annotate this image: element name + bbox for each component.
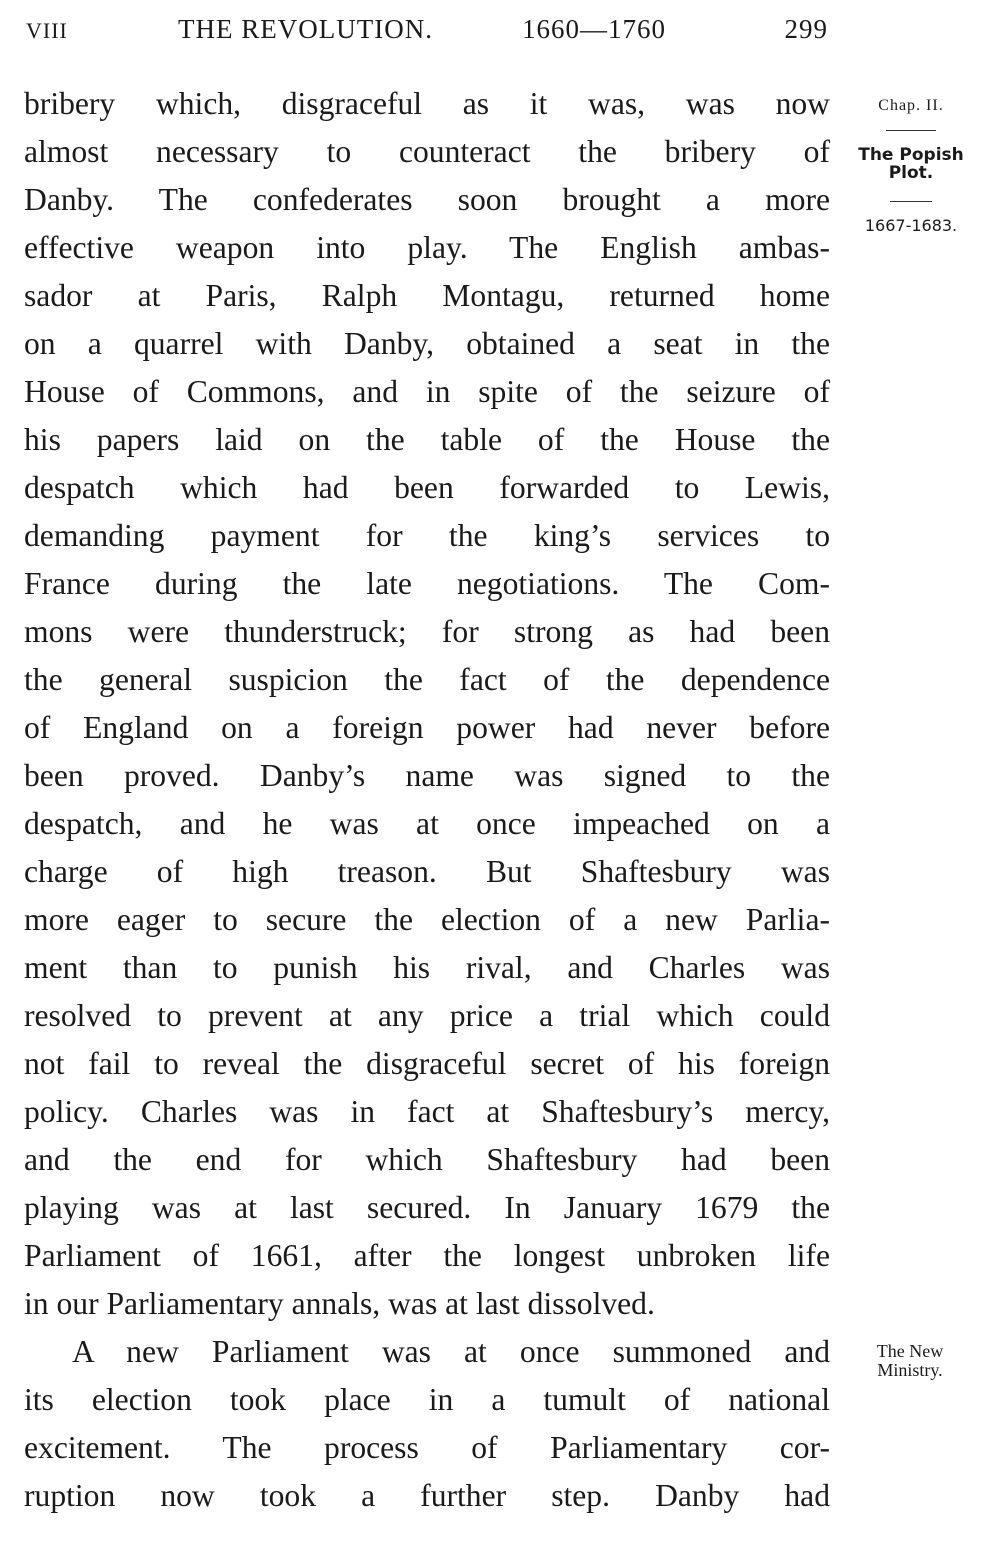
running-header (26, 14, 836, 54)
text-line: sador at Paris, Ralph Montagu, returned home (24, 278, 830, 313)
page-number: 299 (784, 14, 828, 44)
text-line: France during the late negotiations. The Com- (24, 566, 830, 601)
text-line: mons were thunderstruck; for strong as had been (24, 614, 830, 649)
text-line: almost necessary to counteract the bribery of (24, 134, 830, 169)
header-title: THE REVOLUTION. (178, 14, 433, 44)
text-line: the general suspicion the fact of the dependence (24, 662, 830, 697)
text-line: A new Parliament was at once summoned and (72, 1334, 830, 1369)
text-line: House of Commons, and in spite of the seizure of (24, 374, 830, 409)
text-line: ruption now took a further step. Danby had (24, 1478, 830, 1513)
text-line: bribery which, disgraceful as it was, was now (24, 86, 830, 121)
text-line: policy. Charles was in fact at Shaftesbury’s mercy, (24, 1094, 830, 1129)
text-line: in our Parliamentary annals, was at last dissolved. (24, 1286, 655, 1321)
paragraph-1 (24, 80, 830, 1328)
text-line: demanding payment for the king’s services to (24, 518, 830, 553)
margin-date-range: 1667-1683. (864, 216, 958, 235)
text-line: charge of high treason. But Shaftesbury was (24, 854, 830, 889)
text-line: Parliament of 1661, after the longest unbroken life (24, 1238, 830, 1273)
text-line: excitement. The process of Parliamentary cor- (24, 1430, 830, 1465)
header-chapter-number: VIII (26, 18, 68, 43)
text-line: despatch which had been forwarded to Lewis, (24, 470, 830, 505)
text-line: been proved. Danby’s name was signed to the (24, 758, 830, 793)
margin-rule (886, 130, 936, 131)
text-line: more eager to secure the election of a new Parlia- (24, 902, 830, 937)
margin-topic-label: The Popish Plot. (858, 145, 964, 183)
text-line: not fail to reveal the disgraceful secret of his foreign (24, 1046, 830, 1081)
margin-section-label: The New Ministry. (876, 1341, 944, 1380)
main-text (24, 80, 830, 1520)
text-line: despatch, and he was at once impeached on a (24, 806, 830, 841)
text-line: and the end for which Shaftesbury had been (24, 1142, 830, 1177)
text-line: playing was at last secured. In January 1679 the (24, 1190, 830, 1225)
paragraph-2 (24, 1328, 830, 1520)
text-line: Danby. The confederates soon brought a more (24, 182, 830, 217)
header-years: 1660—1760 (522, 14, 666, 44)
text-line: resolved to prevent at any price a trial which could (24, 998, 830, 1033)
text-line: of England on a foreign power had never before (24, 710, 830, 745)
text-line: its election took place in a tumult of national (24, 1382, 830, 1417)
text-line: effective weapon into play. The English ambas- (24, 230, 830, 265)
text-line: ment than to punish his rival, and Charles was (24, 950, 830, 985)
text-line: on a quarrel with Danby, obtained a seat in the (24, 326, 830, 361)
margin-rule (890, 201, 932, 202)
text-line: his papers laid on the table of the House the (24, 422, 830, 457)
margin-chapter-label: Chap. II. (878, 97, 944, 114)
